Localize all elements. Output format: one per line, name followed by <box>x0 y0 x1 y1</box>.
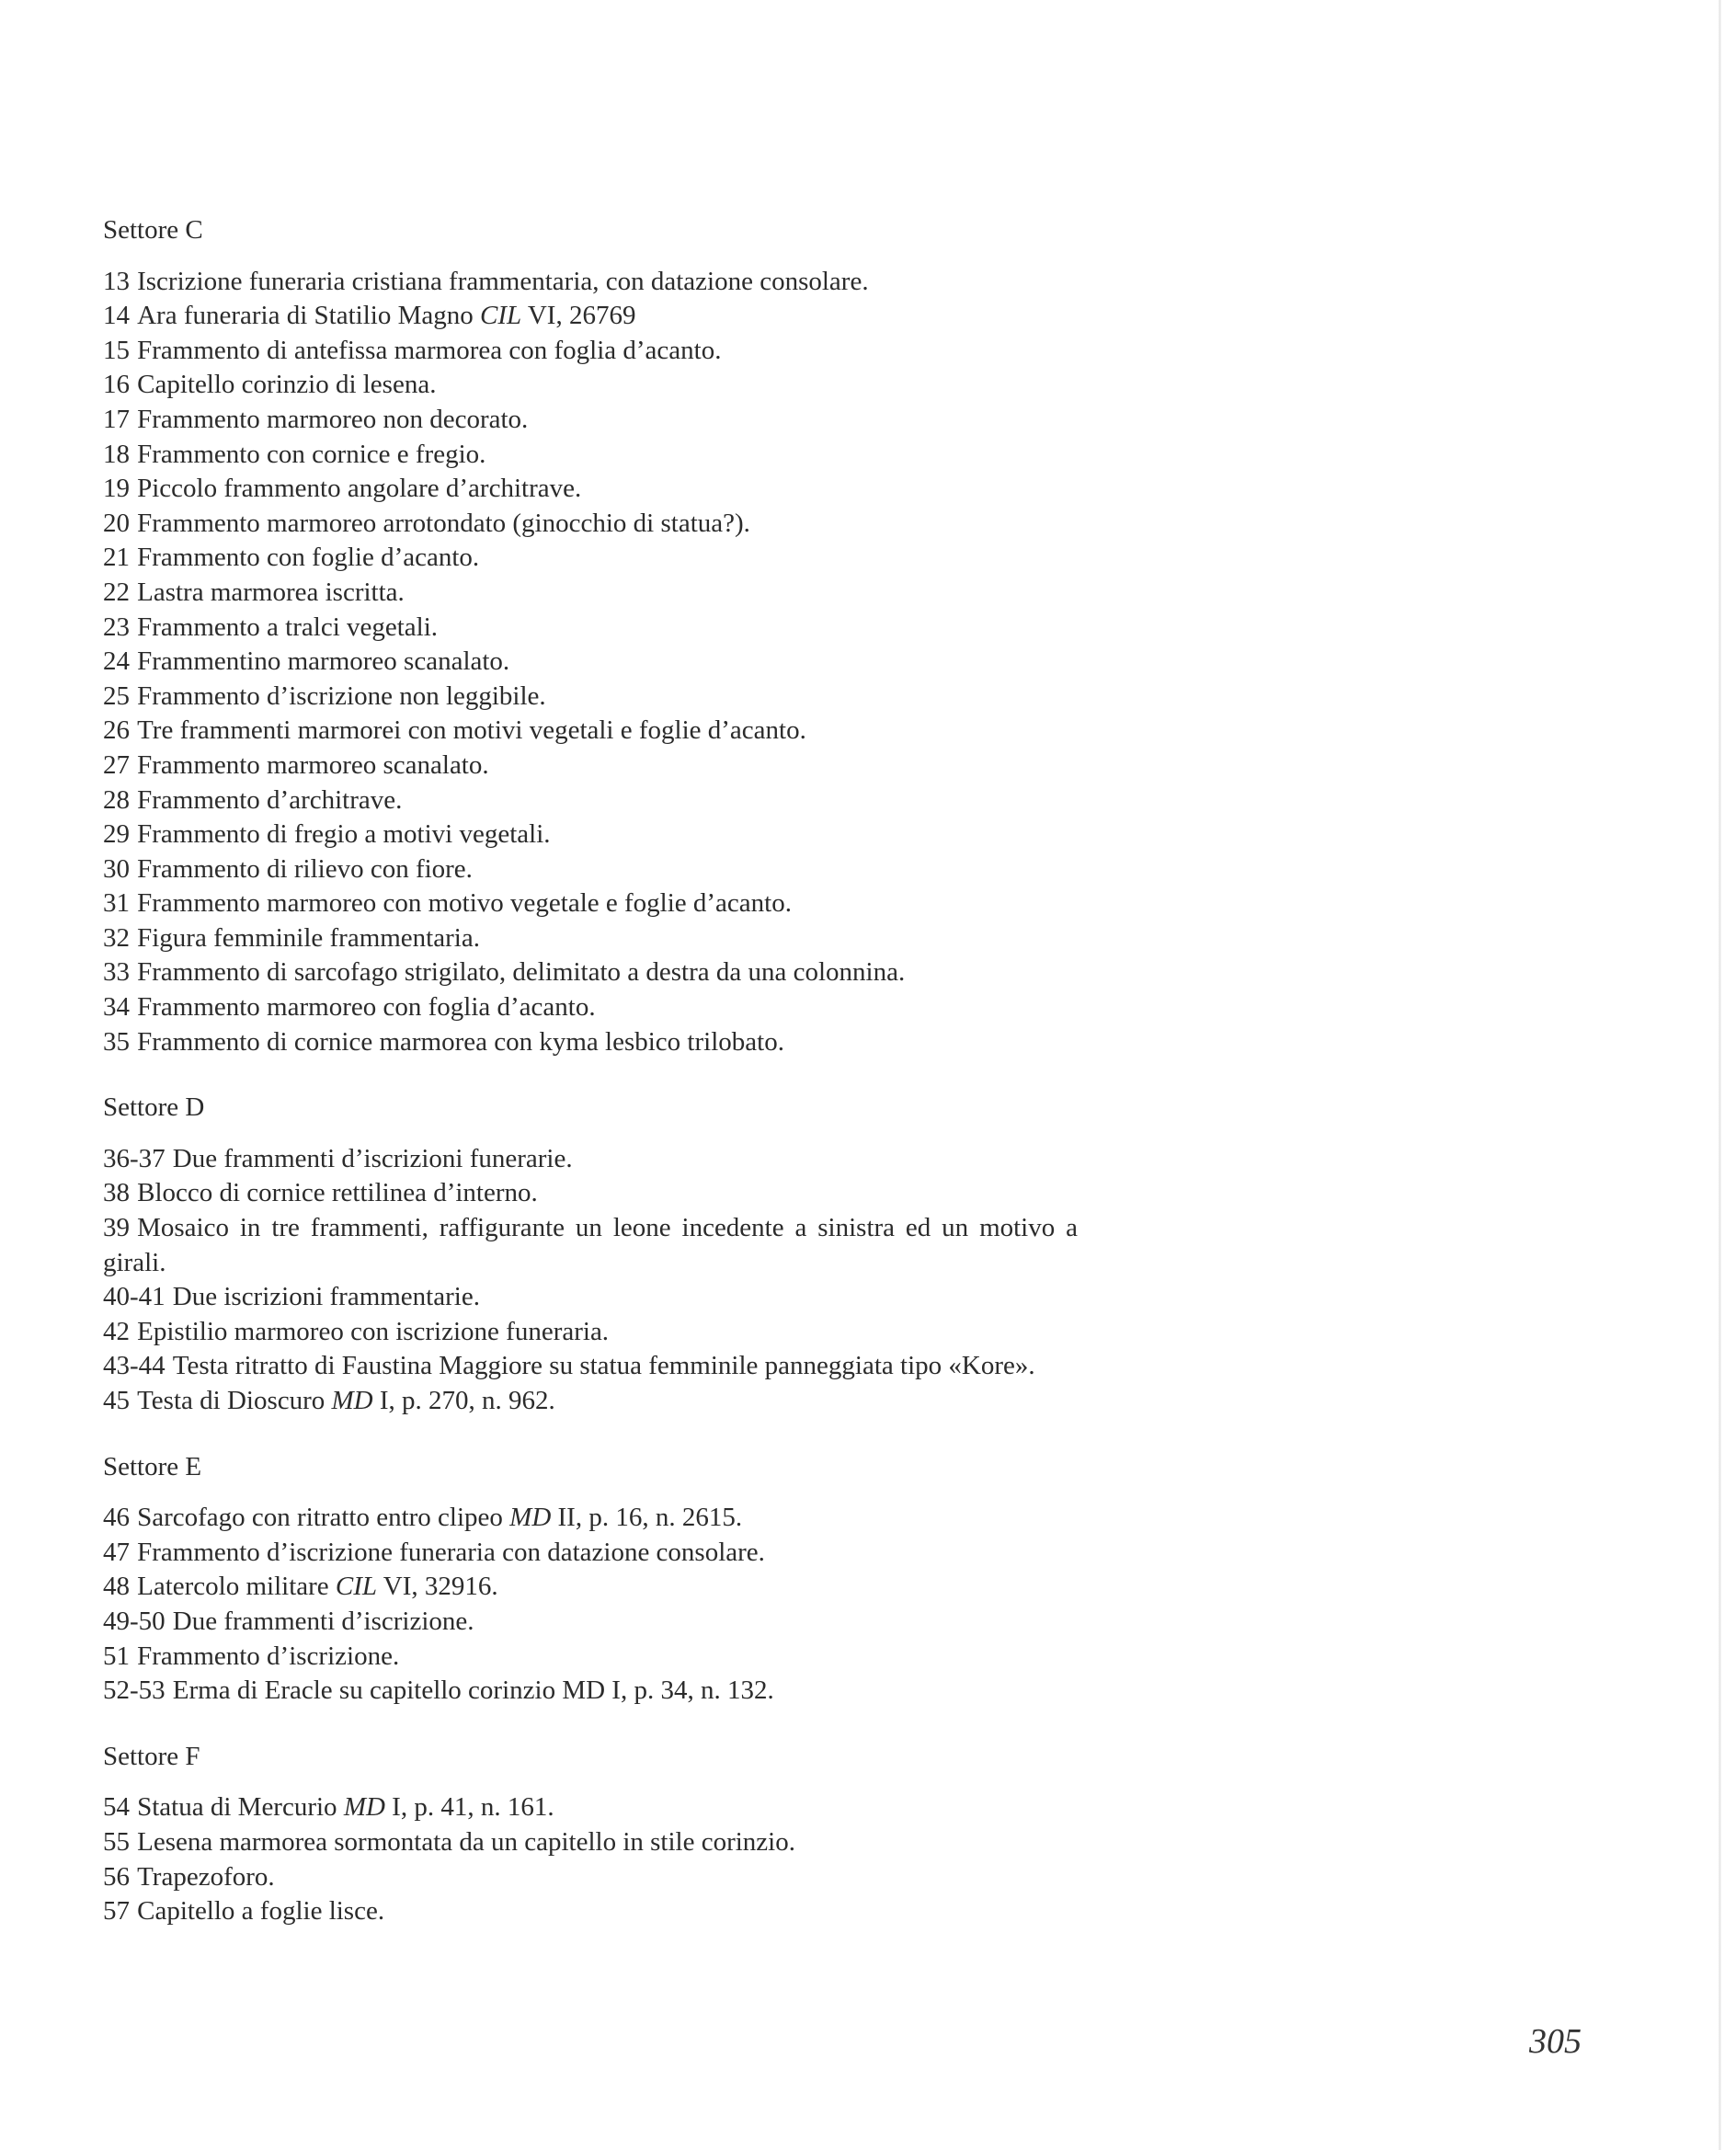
catalogue-entry <box>103 1640 1078 1675</box>
entry-citation-abbrev: MD <box>343 1792 385 1823</box>
entry-number: 18 <box>103 439 130 469</box>
entry-text: Frammento con foglie d’acanto. <box>137 543 480 573</box>
entry-text: Frammento di rilievo con fiore. <box>137 853 473 884</box>
catalogue-entry <box>103 299 1078 334</box>
entry-number: 42 <box>103 1316 130 1346</box>
entry-number: 23 <box>103 612 130 642</box>
section-settore-c <box>103 213 1078 1059</box>
entry-text: Iscrizione funeraria cristiana frammentaria, con datazione consolare. <box>137 266 869 296</box>
catalogue-list <box>103 213 1078 1961</box>
entry-text: I, p. 41, n. 161. <box>384 1792 554 1823</box>
entry-number: 55 <box>103 1826 130 1857</box>
catalogue-entry <box>103 1501 1078 1536</box>
entry-number: 54 <box>103 1792 130 1823</box>
entry-text: Frammentino marmoreo scanalato. <box>137 646 510 677</box>
entry-number: 52-53 <box>103 1675 166 1706</box>
section-title: Settore F <box>103 1741 200 1771</box>
entry-text: Blocco di cornice rettilinea d’interno. <box>137 1178 538 1208</box>
entry-number: 29 <box>103 819 130 850</box>
catalogue-entry <box>103 714 1078 749</box>
entry-number: 31 <box>103 888 130 919</box>
catalogue-entry <box>103 1349 1078 1384</box>
entry-number: 49-50 <box>103 1606 166 1636</box>
catalogue-entry <box>103 1674 1078 1709</box>
catalogue-entry <box>103 990 1078 1025</box>
catalogue-entry <box>103 265 1078 300</box>
catalogue-entry <box>103 1894 1078 1929</box>
entry-text: Frammento d’iscrizione non leggibile. <box>137 680 546 711</box>
entry-text: Trapezoforo. <box>137 1861 275 1892</box>
entry-number: 14 <box>103 301 130 331</box>
entry-text: Mosaico in tre frammenti, raffigurante un leone incedente a sinistra ed un motivo a girali. <box>103 1213 1078 1277</box>
entry-number: 33 <box>103 957 130 988</box>
entry-number: 26 <box>103 715 130 746</box>
entry-text: II, p. 16, n. 2615. <box>551 1503 743 1533</box>
entry-citation-abbrev: MD <box>509 1503 552 1533</box>
catalogue-entry <box>103 1605 1078 1640</box>
entry-text: Statua di Mercurio <box>137 1792 344 1823</box>
catalogue-entry <box>103 955 1078 990</box>
catalogue-entry <box>103 1211 1078 1280</box>
section-settore-e <box>103 1450 1078 1709</box>
section-settore-f <box>103 1740 1078 1929</box>
catalogue-entry <box>103 1025 1078 1060</box>
entry-text: Due iscrizioni frammentarie. <box>172 1282 480 1312</box>
entry-text: Due frammenti d’iscrizione. <box>172 1606 474 1636</box>
catalogue-entry <box>103 438 1078 473</box>
catalogue-entry <box>103 1176 1078 1211</box>
catalogue-entry <box>103 783 1078 818</box>
catalogue-entry <box>103 472 1078 507</box>
catalogue-entry <box>103 403 1078 438</box>
entry-number: 28 <box>103 784 130 815</box>
catalogue-entry <box>103 1860 1078 1895</box>
catalogue-entry <box>103 576 1078 611</box>
catalogue-entry <box>103 749 1078 783</box>
entry-text: Frammento di sarcofago strigilato, delimitato a destra da una colonnina. <box>137 957 906 988</box>
catalogue-entry <box>103 1142 1078 1177</box>
entry-number: 17 <box>103 404 130 434</box>
entry-text: Frammento marmoreo con foglia d’acanto. <box>137 992 596 1023</box>
entry-number: 27 <box>103 749 130 780</box>
entry-text: Frammento marmoreo non decorato. <box>137 404 529 434</box>
entry-text: Frammento d’iscrizione funeraria con datazione consolare. <box>137 1537 765 1567</box>
catalogue-entry <box>103 1825 1078 1860</box>
entry-citation-abbrev: MD <box>331 1386 373 1415</box>
entry-text: Ara funeraria di Statilio Magno <box>137 301 480 331</box>
entry-text: Lesena marmorea sormontata da un capitello in stile corinzio. <box>137 1826 795 1857</box>
entry-number: 16 <box>103 370 130 400</box>
entry-citation-abbrev: CIL <box>479 301 522 331</box>
entry-text: Frammento di fregio a motivi vegetali. <box>137 819 551 850</box>
page-number: 305 <box>1529 2022 1582 2061</box>
catalogue-entry <box>103 1280 1078 1315</box>
entry-number: 20 <box>103 508 130 538</box>
entry-text: VI, 32916. <box>377 1572 498 1602</box>
entry-number: 47 <box>103 1537 130 1567</box>
catalogue-entry <box>103 541 1078 576</box>
entry-text: Due frammenti d’iscrizioni funerarie. <box>172 1143 573 1173</box>
catalogue-entry <box>103 1570 1078 1605</box>
entry-number: 56 <box>103 1861 130 1892</box>
entry-number: 57 <box>103 1896 130 1927</box>
entry-number: 22 <box>103 577 130 607</box>
entry-number: 45 <box>103 1386 130 1415</box>
entry-number: 15 <box>103 335 130 365</box>
entry-number: 38 <box>103 1178 130 1208</box>
entry-text: Testa ritratto di Faustina Maggiore su statua femminile panneggiata tipo «Kore». <box>172 1351 1035 1381</box>
entry-text: Latercolo militare <box>137 1572 336 1602</box>
entry-number: 13 <box>103 266 130 296</box>
entry-text: VI, 26769 <box>521 301 636 331</box>
entry-number: 19 <box>103 474 130 504</box>
catalogue-entry <box>103 921 1078 956</box>
catalogue-entry <box>103 886 1078 921</box>
entry-text: Frammento a tralci vegetali. <box>137 612 439 642</box>
entry-text: Capitello a foglie lisce. <box>137 1896 385 1927</box>
catalogue-entry <box>103 818 1078 852</box>
entry-text: Testa di Dioscuro <box>137 1386 332 1415</box>
entry-number: 35 <box>103 1026 130 1057</box>
entry-number: 46 <box>103 1503 130 1533</box>
catalogue-entry <box>103 680 1078 715</box>
entry-text: Erma di Eracle su capitello corinzio MD I, p. 34, n. 132. <box>172 1675 774 1706</box>
entry-number: 30 <box>103 853 130 884</box>
catalogue-entry <box>103 645 1078 680</box>
entry-number: 40-41 <box>103 1282 166 1312</box>
entry-text: Frammento di cornice marmorea con kyma lesbico trilobato. <box>137 1026 784 1057</box>
page-edge-shadow <box>1719 0 1721 2150</box>
entry-number: 51 <box>103 1641 130 1671</box>
entry-text: Epistilio marmoreo con iscrizione funeraria. <box>137 1316 610 1346</box>
section-settore-d <box>103 1091 1078 1418</box>
entry-text: Capitello corinzio di lesena. <box>137 370 437 400</box>
catalogue-entry <box>103 1384 1078 1419</box>
entry-text: Figura femminile frammentaria. <box>137 922 480 953</box>
entry-text: Frammento marmoreo arrotondato (ginocchio di statua?). <box>137 508 750 538</box>
catalogue-entry <box>103 334 1078 369</box>
entry-citation-abbrev: CIL <box>335 1572 378 1602</box>
catalogue-entry <box>103 1790 1078 1825</box>
entry-number: 43-44 <box>103 1351 166 1381</box>
entry-text: Frammento di antefissa marmorea con foglia d’acanto. <box>137 335 722 365</box>
section-title: Settore C <box>103 215 203 245</box>
entry-text: Lastra marmorea iscritta. <box>137 577 405 607</box>
catalogue-entry <box>103 1536 1078 1571</box>
catalogue-entry <box>103 852 1078 887</box>
entry-number: 24 <box>103 646 130 677</box>
entry-number: 39 <box>103 1213 130 1243</box>
entry-text: Tre frammenti marmorei con motivi vegetali e foglie d’acanto. <box>137 715 806 746</box>
entry-text: Sarcofago con ritratto entro clipeo <box>137 1503 510 1533</box>
entry-text: Frammento marmoreo con motivo vegetale e foglie d’acanto. <box>137 888 792 919</box>
entry-text: Frammento d’architrave. <box>137 784 403 815</box>
entry-number: 25 <box>103 680 130 711</box>
entry-number: 48 <box>103 1572 130 1602</box>
catalogue-entry <box>103 611 1078 646</box>
entry-number: 34 <box>103 992 130 1023</box>
entry-text: Frammento marmoreo scanalato. <box>137 749 489 780</box>
section-title: Settore E <box>103 1451 202 1481</box>
entry-number: 32 <box>103 922 130 953</box>
entry-number: 36-37 <box>103 1143 166 1173</box>
entry-text: Piccolo frammento angolare d’architrave. <box>137 474 582 504</box>
section-title: Settore D <box>103 1092 205 1123</box>
catalogue-entry <box>103 368 1078 403</box>
entry-number: 21 <box>103 543 130 573</box>
entry-text: I, p. 270, n. 962. <box>372 1386 555 1415</box>
catalogue-entry <box>103 1315 1078 1350</box>
entry-text: Frammento con cornice e fregio. <box>137 439 486 469</box>
entry-text: Frammento d’iscrizione. <box>137 1641 400 1671</box>
catalogue-entry <box>103 507 1078 542</box>
